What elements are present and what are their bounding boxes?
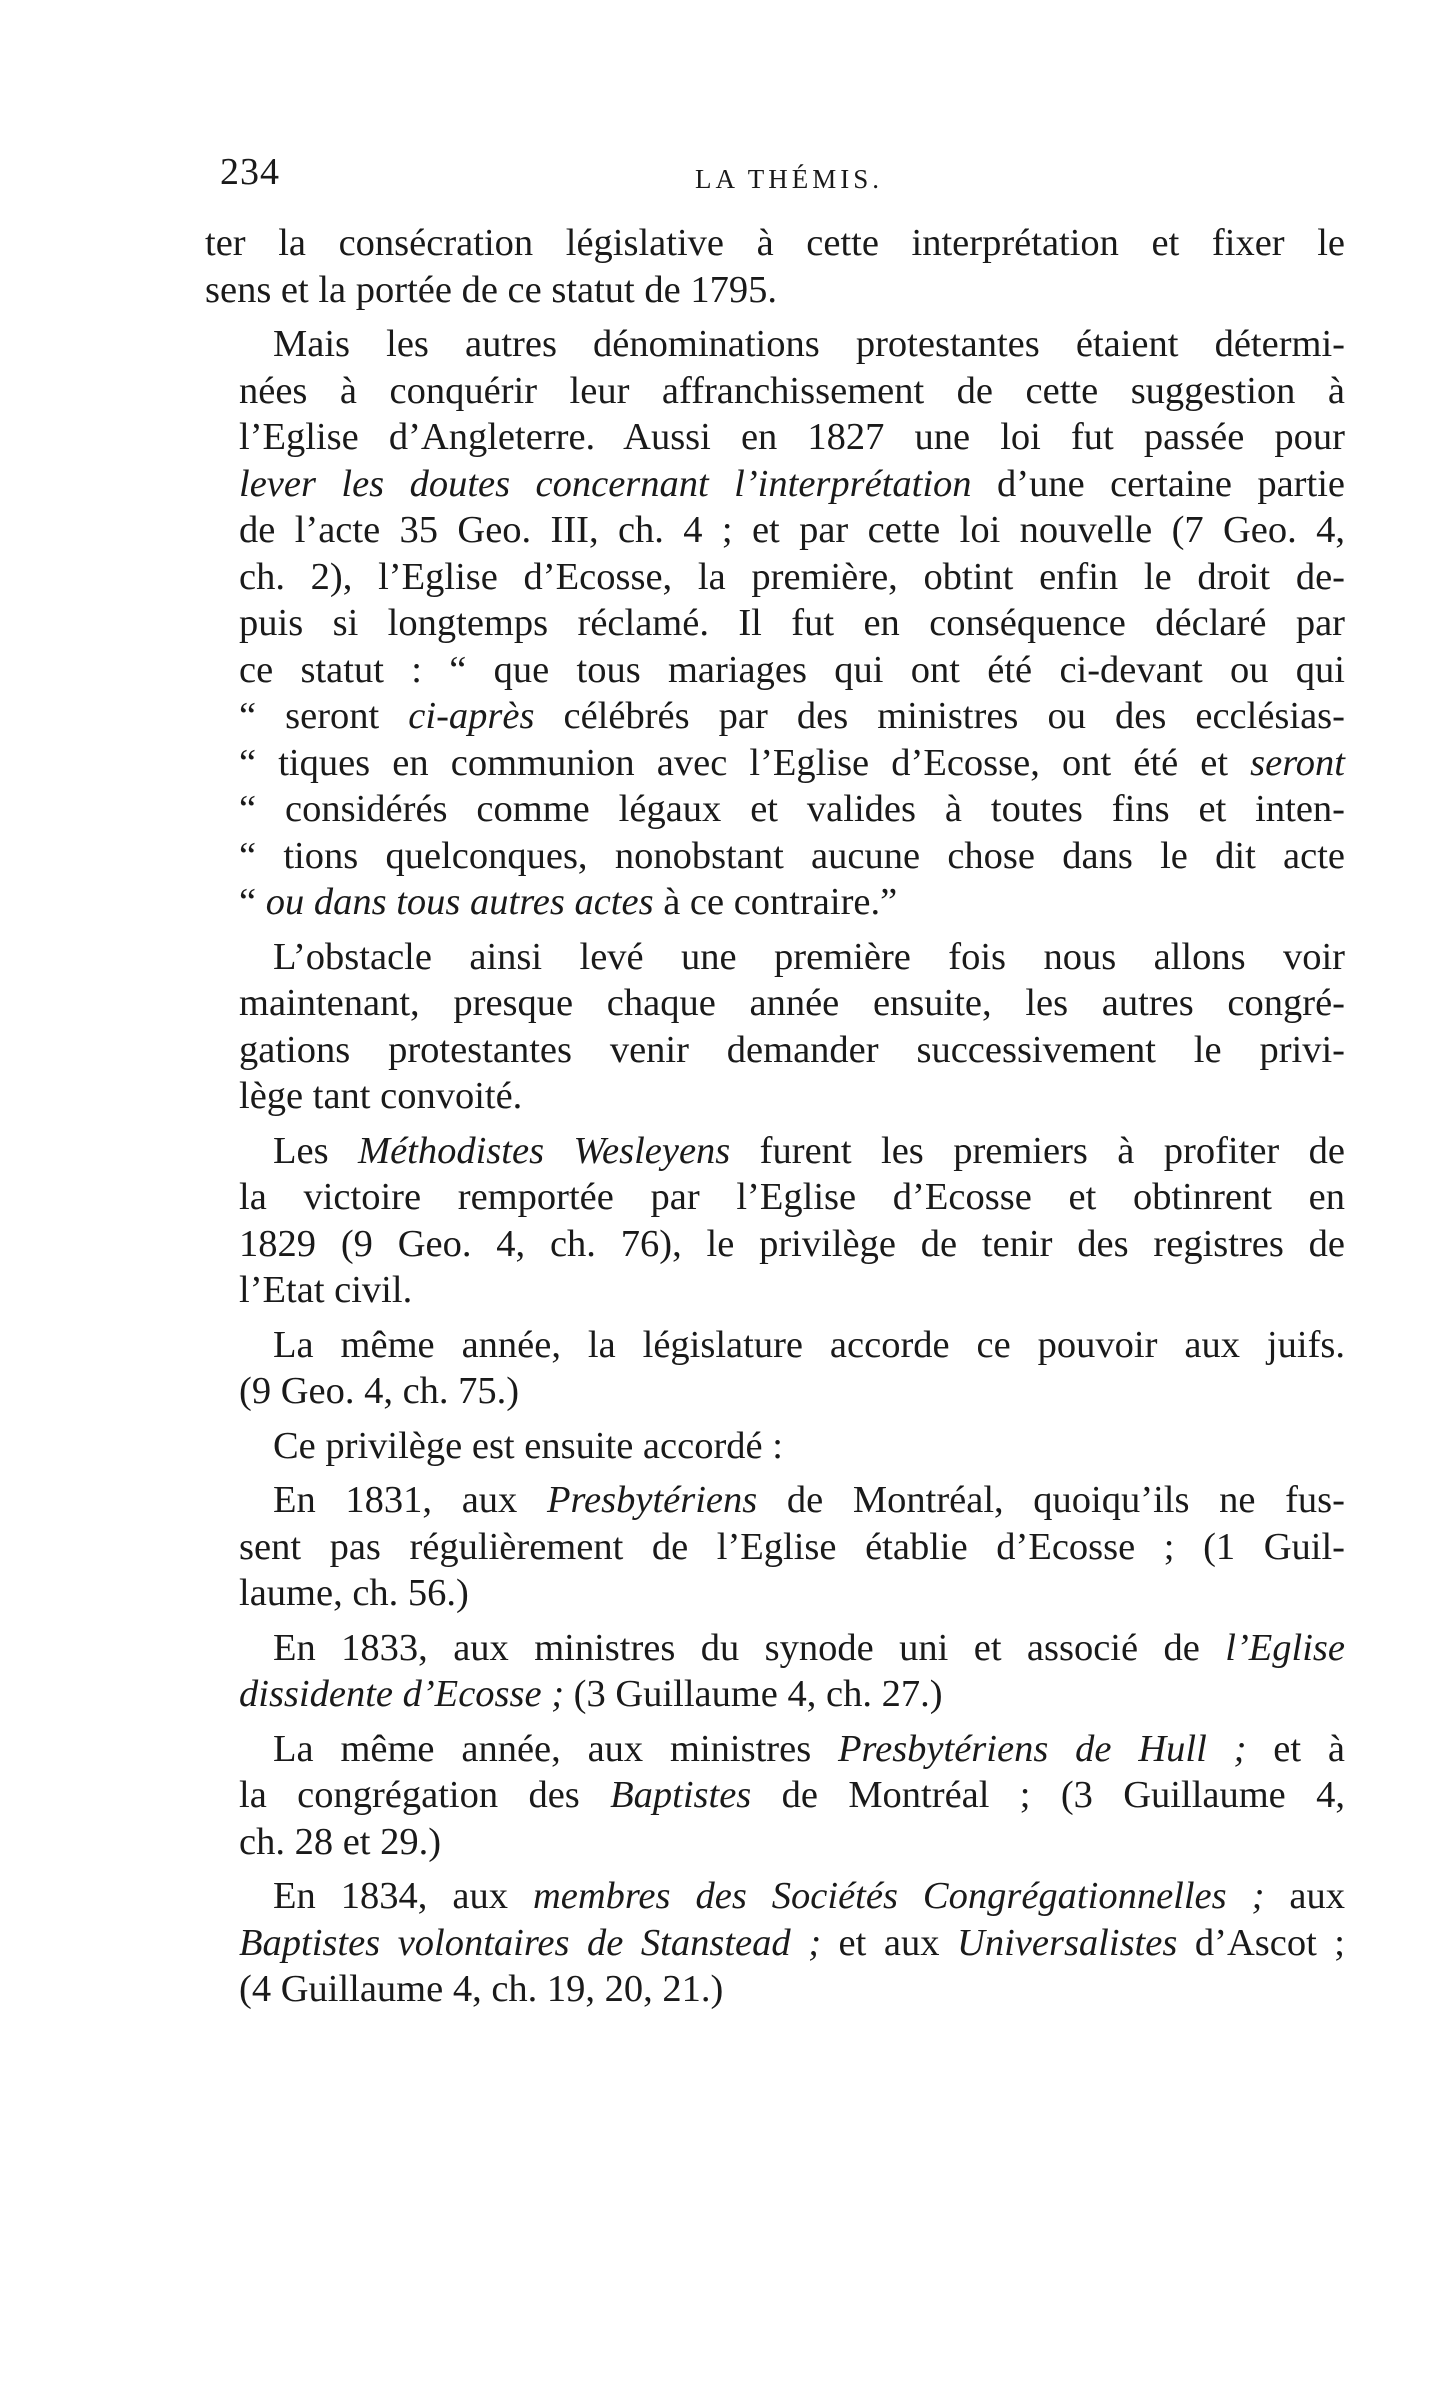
text-line	[205, 1920, 1345, 1967]
text-run: “ tiques en communion avec l’Eglise d’Ecosse, ont été et	[239, 741, 1251, 784]
text-run: l’Etat civil.	[239, 1269, 413, 1311]
text-run: Ce privilège est ensuite accordé :	[273, 1424, 783, 1467]
paragraph	[205, 220, 1345, 313]
italic-text: seront	[1250, 741, 1345, 784]
text-run: ch. 2), l’Eglise d’Ecosse, la première, obtint enfin le droit de-	[239, 555, 1345, 598]
text-run: nées à conquérir leur affranchissement de cette suggestion à	[239, 369, 1345, 412]
paragraph	[205, 1726, 1345, 1866]
text-line	[205, 1873, 1345, 1920]
text-line	[205, 554, 1345, 601]
text-run: En 1833, aux ministres du synode uni et associé de	[273, 1626, 1226, 1669]
body-text	[205, 220, 1345, 2013]
text-run: d’une certaine partie	[971, 462, 1345, 505]
text-run: la victoire remportée par l’Eglise d’Ecosse et obtinrent en	[239, 1176, 1345, 1218]
paragraph	[205, 321, 1345, 926]
text-run: Mais les autres dénominations protestantes étaient détermi-	[273, 323, 1345, 365]
text-run: (4 Guillaume 4, ch. 19, 20, 21.)	[239, 1968, 724, 2010]
text-line	[205, 1625, 1345, 1672]
text-line	[205, 1027, 1345, 1074]
italic-text: Presbytériens	[546, 1479, 758, 1521]
text-line	[205, 693, 1345, 740]
text-run: furent les premiers à profiter de	[730, 1129, 1345, 1172]
italic-text: l’Eglise	[1225, 1626, 1345, 1669]
text-run: la congrégation des	[239, 1774, 611, 1816]
text-run: En 1834, aux	[273, 1875, 533, 1917]
text-run: l’Eglise d’Angleterre. Aussi en 1827 une loi fut passée pour	[239, 416, 1345, 458]
text-line	[205, 1570, 1345, 1617]
text-line	[205, 1322, 1345, 1369]
text-run: La même année, aux ministres	[273, 1727, 839, 1770]
italic-text: membres des Sociétés Congrégationnelles ;	[532, 1875, 1265, 1917]
text-line	[205, 1819, 1345, 1866]
text-run: 1829 (9 Geo. 4, ch. 76), le privilège de tenir des registres de	[239, 1222, 1345, 1265]
italic-text: ou dans tous autres actes	[265, 881, 654, 923]
paragraph	[205, 1128, 1345, 1314]
text-run: puis si longtemps réclamé. Il fut en conséquence déclaré par	[239, 602, 1345, 644]
text-line	[205, 368, 1345, 415]
text-run: sens et la portée de ce statut de 1795.	[205, 268, 777, 311]
text-line	[205, 1477, 1345, 1524]
italic-text: Méthodistes Wesleyens	[358, 1129, 731, 1172]
text-line	[205, 321, 1345, 368]
paragraph	[205, 1873, 1345, 2013]
paragraph	[205, 934, 1345, 1120]
italic-text: ci-après	[408, 695, 535, 737]
paragraph	[205, 1322, 1345, 1415]
text-run: ch. 28 et 29.)	[239, 1820, 442, 1863]
text-run: “ tions quelconques, nonobstant aucune chose dans le dit acte	[239, 834, 1345, 877]
text-line	[205, 600, 1345, 647]
book-page	[205, 150, 1345, 2021]
text-run: “ seront	[239, 695, 409, 737]
text-run: Les	[273, 1129, 358, 1172]
text-line	[205, 1671, 1345, 1718]
text-line	[205, 1368, 1345, 1415]
text-run: d’Ascot ;	[1177, 1921, 1346, 1964]
text-line	[205, 980, 1345, 1027]
text-line	[205, 1423, 1345, 1470]
text-line	[205, 1174, 1345, 1221]
text-run: ter la consécration législative à cette interprétation et fixer le	[205, 222, 1345, 264]
text-line	[205, 1267, 1345, 1314]
page-number: 234	[220, 151, 280, 193]
page-header	[205, 150, 1345, 220]
text-line	[205, 1128, 1345, 1175]
italic-text: lever les doutes concernant l’interprétation	[239, 462, 972, 505]
text-line	[205, 833, 1345, 880]
text-line	[205, 461, 1345, 508]
text-run: laume, ch. 56.)	[239, 1572, 469, 1614]
italic-text: Baptistes	[610, 1774, 752, 1816]
text-run: “ considérés comme légaux et valides à toutes fins et inten-	[239, 788, 1345, 830]
text-run: gations protestantes venir demander successivement le privi-	[239, 1028, 1345, 1071]
text-line	[205, 414, 1345, 461]
text-line	[205, 1726, 1345, 1773]
text-run: (9 Geo. 4, ch. 75.)	[239, 1370, 520, 1412]
text-line	[205, 1966, 1345, 2013]
text-line	[205, 786, 1345, 833]
text-line	[205, 740, 1345, 787]
text-run: L’obstacle ainsi levé une première fois nous allons voir	[273, 935, 1345, 978]
text-run: “	[239, 881, 266, 923]
text-run: de Montréal, quoiqu’ils ne fus-	[757, 1479, 1345, 1521]
text-run: sent pas régulièrement de l’Eglise établie d’Ecosse ; (1 Guil-	[239, 1525, 1345, 1568]
text-run: et aux	[821, 1921, 958, 1964]
text-line	[205, 507, 1345, 554]
text-run: célébrés par des ministres ou des ecclésias-	[534, 695, 1345, 737]
text-run: aux	[1264, 1875, 1345, 1917]
text-run: La même année, la législature accorde ce pouvoir aux juifs.	[273, 1323, 1345, 1366]
text-line	[205, 220, 1345, 267]
text-line	[205, 879, 1345, 926]
paragraph	[205, 1423, 1345, 1470]
text-line	[205, 267, 1345, 314]
text-run: lège tant convoité.	[239, 1075, 523, 1117]
text-line	[205, 1524, 1345, 1571]
text-run: (3 Guillaume 4, ch. 27.)	[564, 1673, 943, 1715]
italic-text: Presbytériens de Hull ;	[838, 1727, 1247, 1770]
text-line	[205, 647, 1345, 694]
text-run: à ce contraire.”	[653, 881, 898, 923]
text-line	[205, 934, 1345, 981]
italic-text: Universalistes	[957, 1921, 1178, 1964]
text-line	[205, 1221, 1345, 1268]
text-run: de l’acte 35 Geo. III, ch. 4 ; et par cette loi nouvelle (7 Geo. 4,	[239, 509, 1345, 551]
text-run: maintenant, presque chaque année ensuite, les autres congré-	[239, 982, 1345, 1024]
text-line	[205, 1772, 1345, 1819]
running-title: LA THÉMIS.	[695, 164, 884, 194]
text-run: et à	[1246, 1727, 1345, 1770]
text-run: de Montréal ; (3 Guillaume 4,	[751, 1774, 1345, 1816]
text-run: ce statut : “ que tous mariages qui ont été ci-devant ou qui	[239, 648, 1345, 691]
paragraph	[205, 1625, 1345, 1718]
text-run: En 1831, aux	[273, 1479, 547, 1521]
italic-text: Baptistes volontaires de Stanstead ;	[239, 1921, 822, 1964]
paragraph	[205, 1477, 1345, 1617]
text-line	[205, 1073, 1345, 1120]
italic-text: dissidente d’Ecosse ;	[239, 1673, 565, 1715]
